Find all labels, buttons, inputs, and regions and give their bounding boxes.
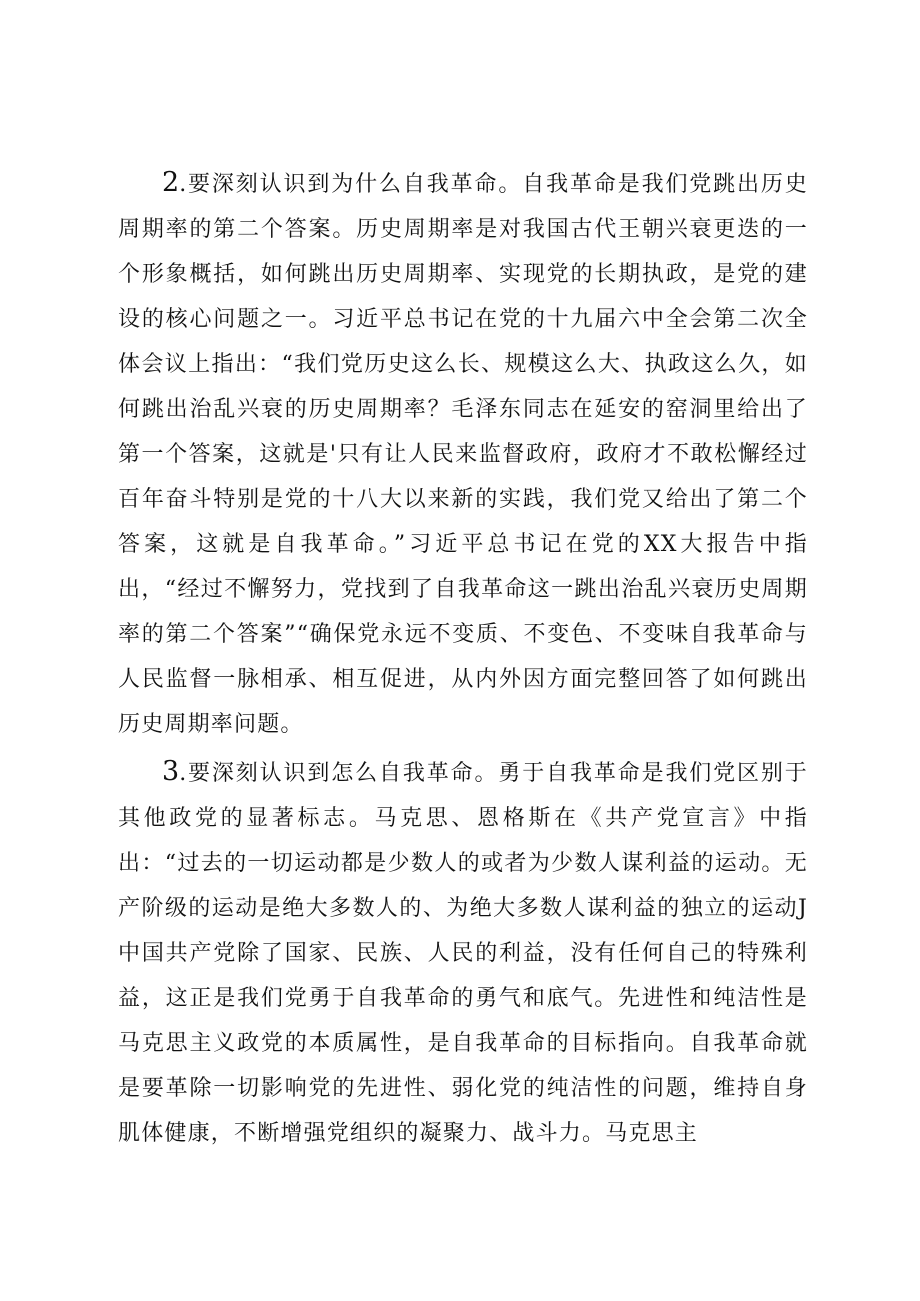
paragraph-3 [118,749,808,1156]
paragraph-number: 2 [162,167,180,198]
document-body [118,160,808,1156]
paragraph-number: 3 [162,756,180,787]
paragraph-text: .要深刻认识到为什么自我革命。自我革命是我们党跳出历史周期率的第二个答案。历史周期率是对我国古代王朝兴衰更迭的一个形象概括，如何跳出历史周期率、实现党的长期执政，是党的建设的核心问题之一。习近平总书记在党的十九届六中全会第二次全体会议上指出：“我们党历史这么长、规模这么大、执政这么久，如何跳出治乱兴衰的历史周期率？毛泽东同志在延安的窑洞里给出了第一个答案，这就是'只有让人民来监督政府，政府才不敢松懈经过百年奋斗特别是党的十八大以来新的实践，我们党又给出了第二个答案，这就是自我革命。”习近平总书记在党的XX大报告中指出，“经过不懈努力，党找到了自我革命这一跳出治乱兴衰历史周期率的第二个答案”“确保党永远不变质、不变色、不变味自我革命与人民监督一脉相承、相互促进，从内外因方面完整回答了如何跳出历史周期率问题。 [118,172,808,737]
paragraph-text: .要深刻认识到怎么自我革命。勇于自我革命是我们党区别于其他政党的显著标志。马克思、恩格斯在《共产党宣言》中指出：“过去的一切运动都是少数人的或者为少数人谋利益的运动。无产阶级的运动是绝大多数人的、为绝大多数人谋利益的独立的运动J中国共产党除了国家、民族、人民的利益，没有任何自己的特殊利益，这正是我们党勇于自我革命的勇气和底气。先进性和纯洁性是马克思主义政党的本质属性，是自我革命的目标指向。自我革命就是要革除一切影响党的先进性、弱化党的纯洁性的问题，维持自身肌体健康，不断增强党组织的凝聚力、战斗力。马克思主 [118,761,808,1146]
paragraph-2 [118,160,808,747]
